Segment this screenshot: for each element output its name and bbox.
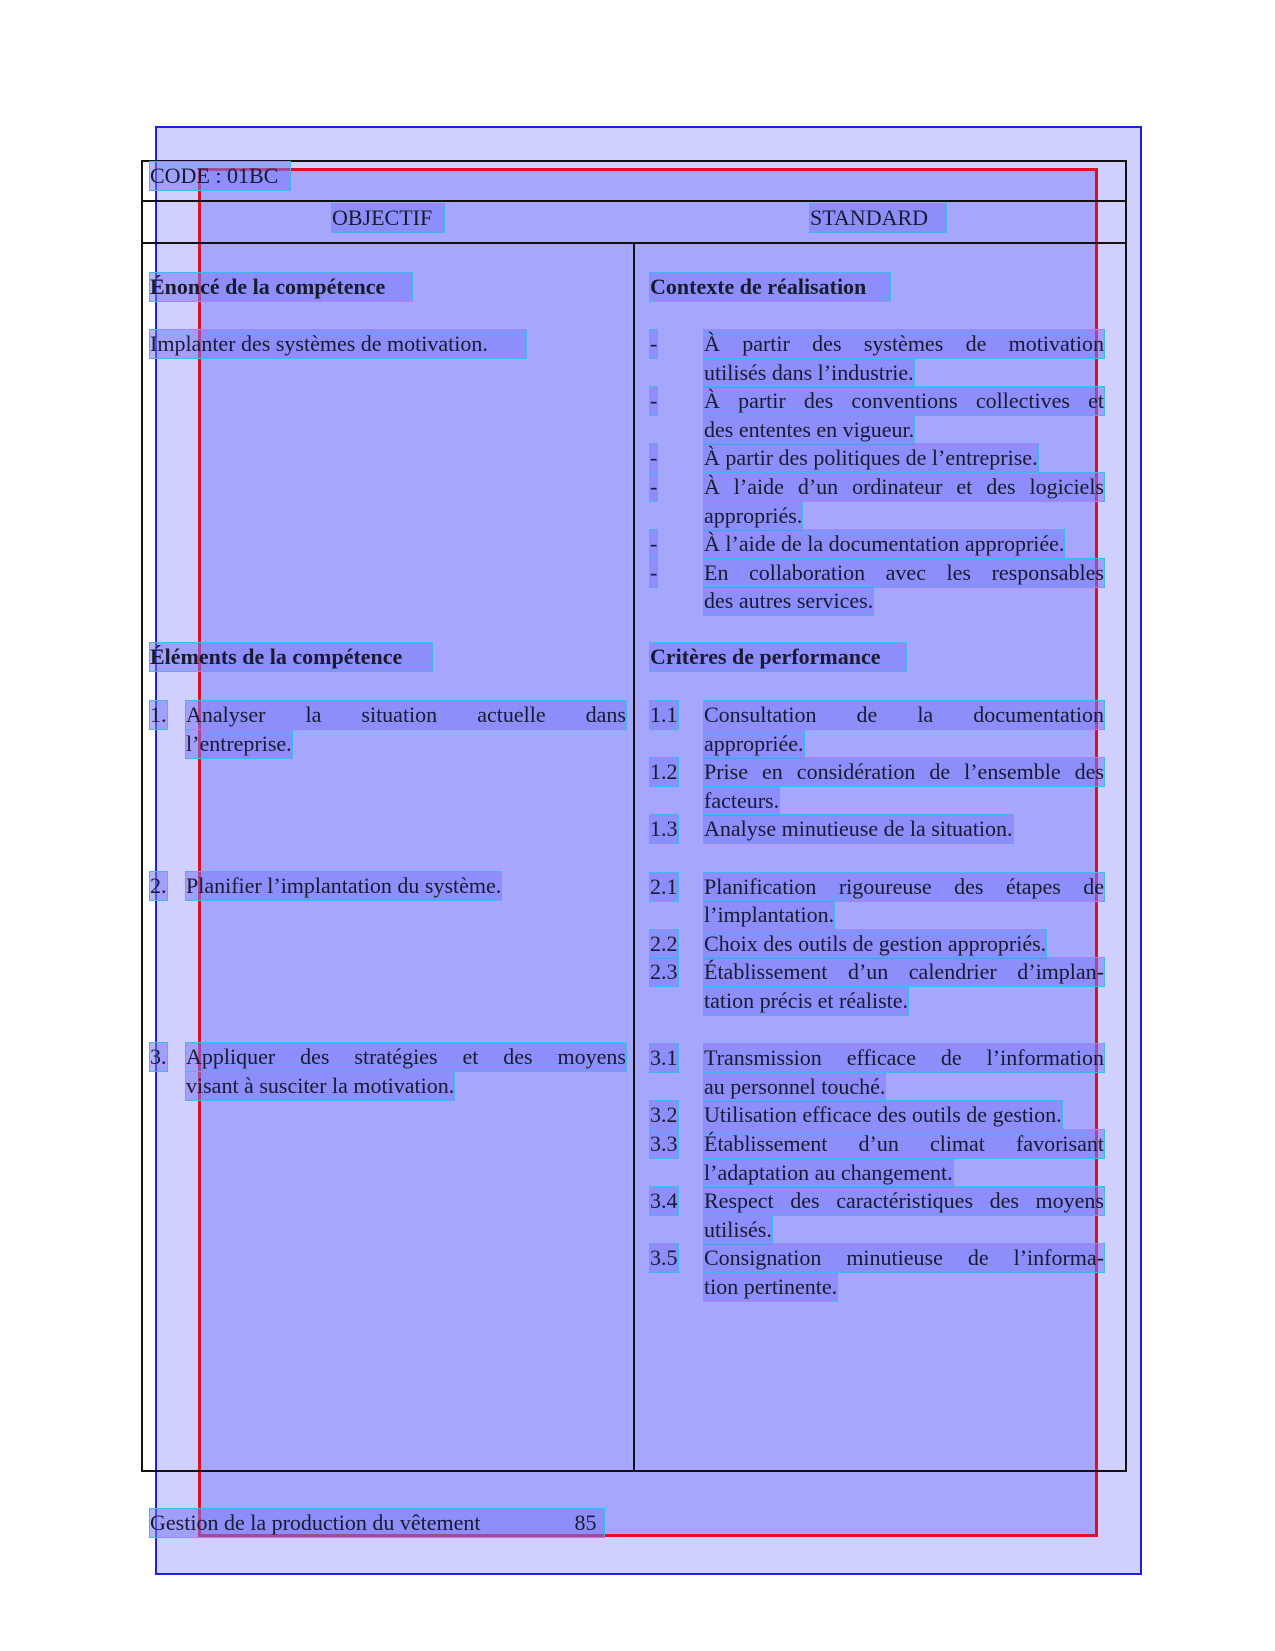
critere-item-text: Transmission efficace de l’information <box>704 1045 1104 1071</box>
critere-item-marker: 3.3 <box>650 1131 678 1156</box>
critere-item-text: Choix des outils de gestion appropriés. <box>704 930 1047 956</box>
contexte-item-marker: - <box>650 331 658 356</box>
contexte-item-marker: - <box>650 445 658 471</box>
contexte-item-text: En collaboration avec les responsables <box>704 559 1104 585</box>
contexte-item-marker: - <box>650 474 658 499</box>
contexte-heading: Contexte de réalisation <box>650 273 890 301</box>
critere-item-text-continued: tion pertinente. <box>704 1274 838 1299</box>
critere-item-text-continued: au personnel touché. <box>704 1073 886 1099</box>
element-item-text: Analyser la situation actuelle dans <box>186 702 626 727</box>
contexte-item-text-continued: des ententes en vigueur. <box>704 416 915 442</box>
contexte-item-text-continued: utilisés dans l’industrie. <box>704 359 914 385</box>
critere-item-text: Établissement d’un calendrier d’implan- <box>704 959 1104 985</box>
contexte-item-marker: - <box>650 531 658 557</box>
contexte-item-text: À l’aide d’un ordinateur et des logiciels <box>704 474 1104 499</box>
critere-item-text-continued: l’adaptation au changement. <box>704 1159 953 1185</box>
critere-item-marker: 3.2 <box>650 1102 678 1128</box>
contexte-item-marker: - <box>650 559 658 585</box>
critere-item-text-continued: tation précis et réaliste. <box>704 988 909 1013</box>
header-divider <box>141 200 1127 202</box>
element-item-marker: 3. <box>150 1044 167 1069</box>
critere-item-marker: 1.2 <box>650 759 678 785</box>
critere-item-text-continued: utilisés. <box>704 1216 772 1242</box>
contexte-item-text: À partir des politiques de l’entreprise. <box>704 445 1038 471</box>
footer-course-title: Gestion de la production du vêtement <box>150 1510 481 1535</box>
competence-code: CODE : 01BC <box>150 162 290 190</box>
critere-item-text: Établissement d’un climat favorisant <box>704 1131 1104 1156</box>
critere-item-text: Respect des caractéristiques des moyens <box>704 1188 1104 1214</box>
critere-item-marker: 2.2 <box>650 930 678 956</box>
critere-item-text: Planification rigoureuse des étapes de <box>704 873 1104 899</box>
element-item-text-continued: visant à susciter la motivation. <box>186 1072 455 1098</box>
contexte-item-text-continued: appropriés. <box>704 502 803 528</box>
contexte-item-text: À l’aide de la documentation appropriée. <box>704 531 1065 557</box>
critere-item-marker: 1.3 <box>650 816 678 842</box>
element-item-marker: 1. <box>150 702 167 727</box>
critere-item-text: Utilisation efficace des outils de gestion. <box>704 1102 1062 1128</box>
critere-item-text: Analyse minutieuse de la situation. <box>704 816 1013 842</box>
critere-item-text-continued: l’implantation. <box>704 902 835 928</box>
critere-item-marker: 1.1 <box>650 702 678 727</box>
critere-item-marker: 2.1 <box>650 873 678 899</box>
critere-item-text-continued: facteurs. <box>704 787 780 813</box>
critere-item-text: Consignation minutieuse de l’informa- <box>704 1245 1104 1271</box>
contexte-item-text-continued: des autres services. <box>704 588 874 614</box>
objectif-column-header: OBJECTIF <box>332 204 444 232</box>
footer-page-number: 85 <box>574 1510 597 1535</box>
enonce-text: Implanter des systèmes de motivation. <box>150 330 526 358</box>
critere-item-text: Prise en considération de l’ensemble des <box>704 759 1104 785</box>
contexte-item-marker: - <box>650 388 658 414</box>
element-item-text: Appliquer des stratégies et des moyens <box>186 1044 626 1069</box>
enonce-heading: Énoncé de la compétence <box>150 273 412 301</box>
critere-item-text: Consultation de la documentation <box>704 702 1104 727</box>
critere-item-marker: 3.5 <box>650 1245 678 1271</box>
critere-item-marker: 2.3 <box>650 959 678 985</box>
footer-title <box>150 1509 604 1537</box>
contexte-item-text: À partir des conventions collectives et <box>704 388 1104 414</box>
element-item-text-continued: l’entreprise. <box>186 730 292 756</box>
critere-item-marker: 3.1 <box>650 1045 678 1071</box>
critere-item-text-continued: appropriée. <box>704 730 804 756</box>
contexte-item-text: À partir des systèmes de motivation <box>704 331 1104 356</box>
elements-heading: Éléments de la compétence <box>150 643 432 671</box>
element-item-text: Planifier l’implantation du système. <box>186 873 502 898</box>
criteres-heading: Critères de performance <box>650 643 906 671</box>
element-item-marker: 2. <box>150 873 167 898</box>
critere-item-marker: 3.4 <box>650 1188 678 1214</box>
standard-column-header: STANDARD <box>810 204 946 232</box>
column-divider <box>633 244 635 1472</box>
